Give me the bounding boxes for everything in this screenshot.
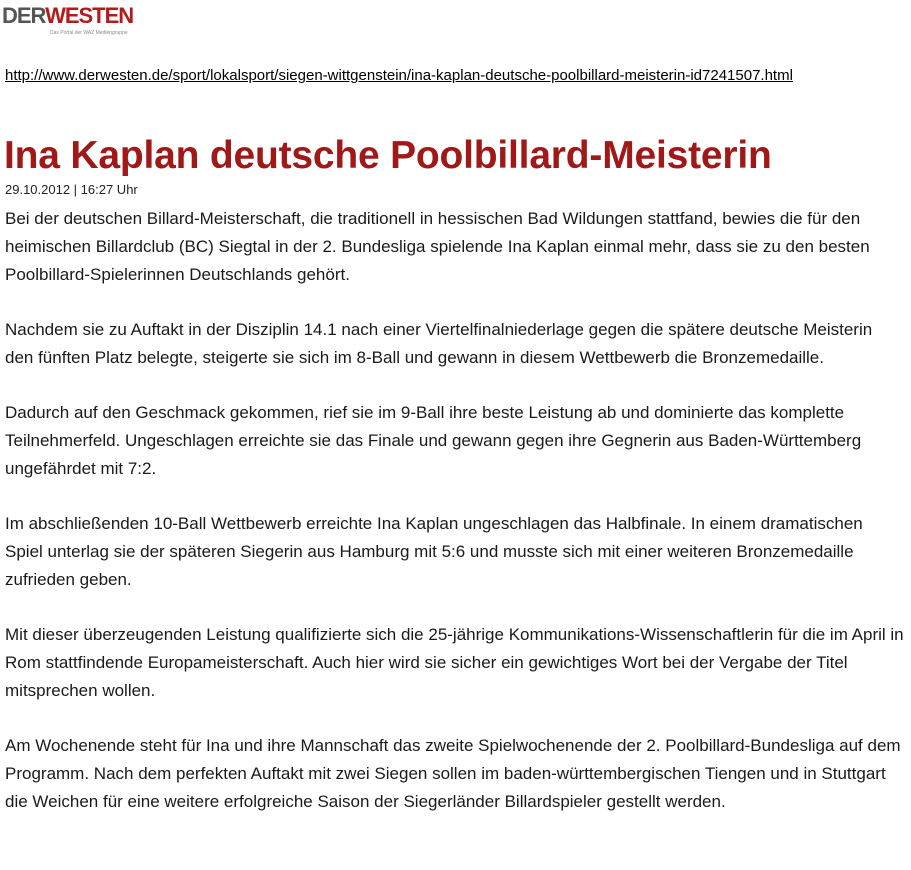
- article-paragraph: Am Wochenende steht für Ina und ihre Mannschaft das zweite Spielwochenende der 2. Poolbillard-Bundesliga auf dem Programm. Nach dem perfekten Auftakt mit zwei Siegen sollen im baden-württembergischen Tiengen und in Stuttgart die Weichen für eine weitere erfolgreiche Saison der Siegerländer Billardspieler gestellt werden.: [5, 736, 901, 811]
- article-dateline: 29.10.2012 | 16:27 Uhr: [5, 182, 138, 197]
- logo-tagline: Das Portal der WAZ Mediengruppe: [50, 30, 128, 36]
- article-paragraph: Bei der deutschen Billard-Meisterschaft, die traditionell in hessischen Bad Wildungen stattfand, bewies die für den heimischen Billardclub (BC) Siegtal in der 2. Bundesliga spielende Ina Kaplan einmal mehr, dass sie zu den besten Poolbillard-Spielerinnen Deutschlands gehört.: [5, 209, 870, 284]
- source-url-link[interactable]: http://www.derwesten.de/sport/lokalsport/siegen-wittgenstein/ina-kaplan-deutsche-poolbillard-meisterin-id7241507.html: [5, 67, 793, 84]
- article-body: [5, 205, 905, 843]
- article-paragraph: Nachdem sie zu Auftakt in der Disziplin 14.1 nach einer Viertelfinalniederlage gegen die spätere deutsche Meisterin den fünften Platz belegte, steigerte sie sich im 8-Ball und gewann in diesem Wettbewerb die Bronzemedaille.: [5, 320, 873, 367]
- logo-westen: WESTEN: [45, 3, 134, 28]
- site-logo[interactable]: [2, 4, 138, 38]
- logo-wordmark: [2, 4, 138, 28]
- logo-der: DER: [2, 3, 46, 28]
- article-paragraph: Mit dieser überzeugenden Leistung qualifizierte sich die 25-jährige Kommunikations-Wissenschaftlerin für die im April in Rom stattfindende Europameisterschaft. Auch hier wird sie sicher ein gewichtiges Wort bei der Vergabe der Titel mitsprechen wollen.: [5, 625, 904, 700]
- article-title: Ina Kaplan deutsche Poolbillard-Meisterin: [4, 134, 772, 177]
- article-paragraph: Im abschließenden 10-Ball Wettbewerb erreichte Ina Kaplan ungeschlagen das Halbfinale. In einem dramatischen Spiel unterlag sie der späteren Siegerin aus Hamburg mit 5:6 und musste sich mit einer weiteren Bronzemedaille zufrieden geben.: [5, 514, 863, 589]
- article-paragraph: Dadurch auf den Geschmack gekommen, rief sie im 9-Ball ihre beste Leistung ab und dominierte das komplette Teilnehmerfeld. Ungeschlagen erreichte sie das Finale und gewann gegen ihre Gegnerin aus Baden-Württemberg ungefährdet mit 7:2.: [5, 403, 862, 478]
